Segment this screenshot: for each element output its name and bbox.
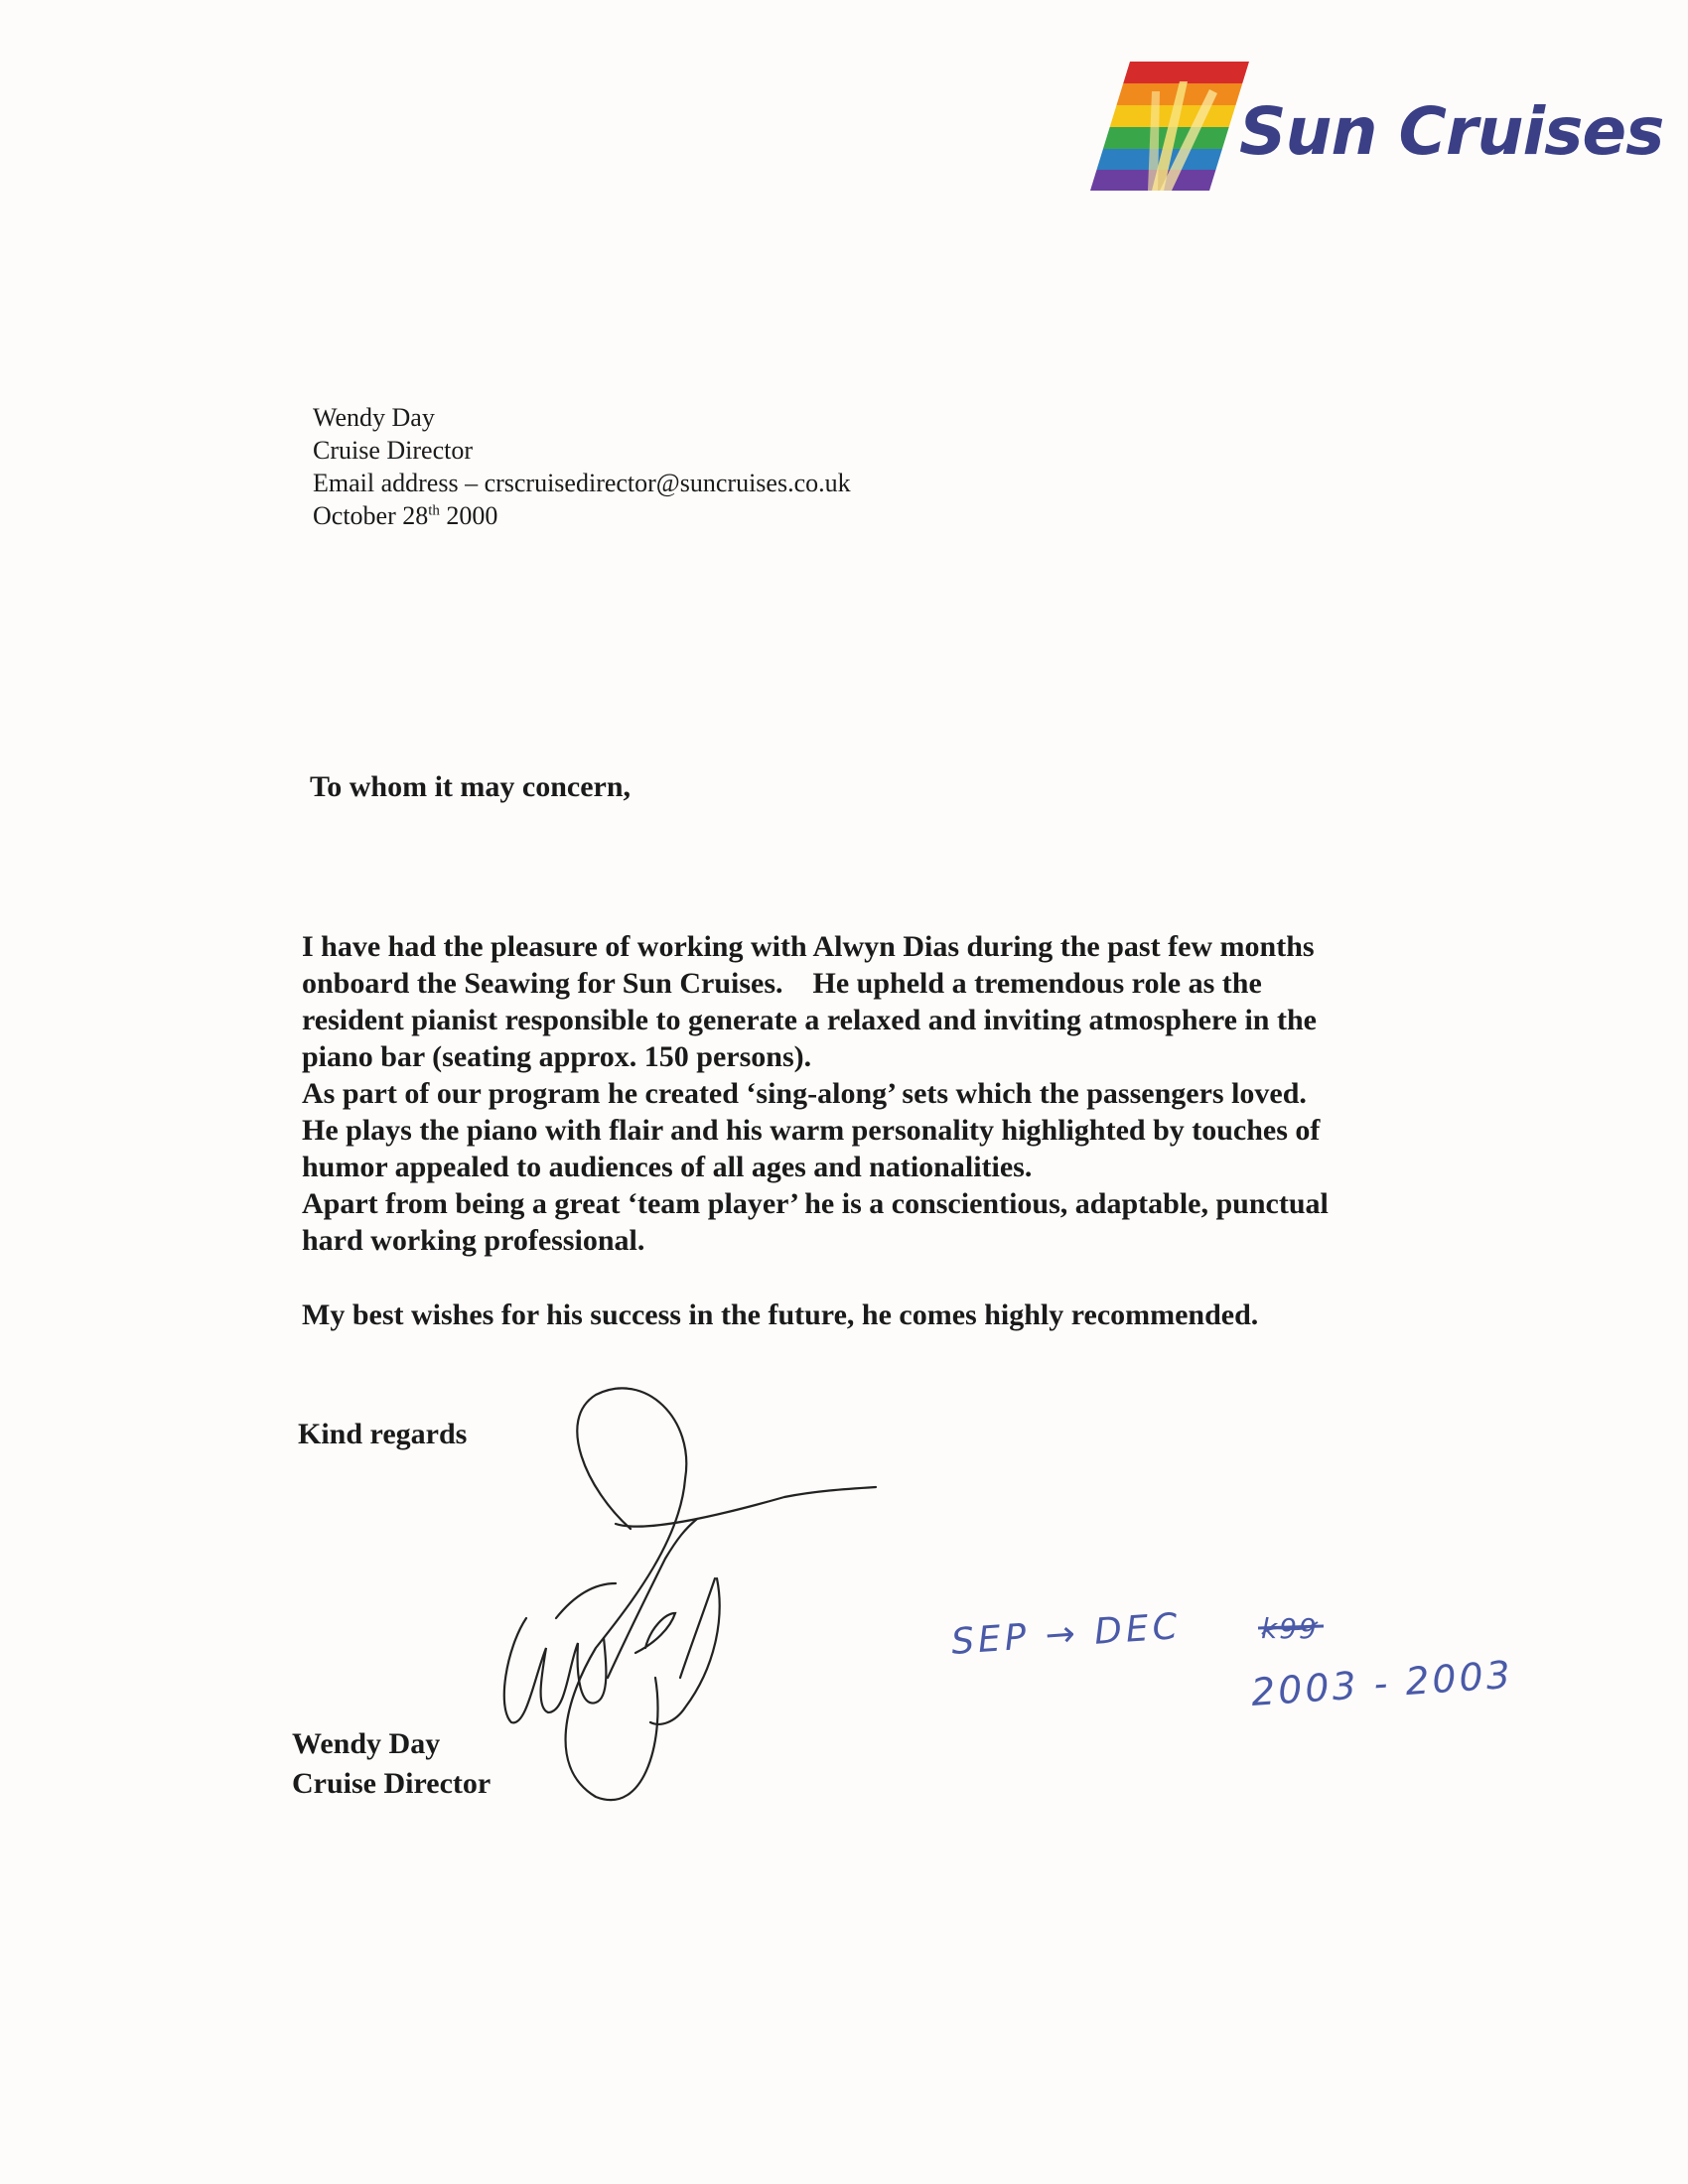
closing: Kind regards [298,1418,468,1450]
strikethrough-mark [1258,1626,1324,1628]
body-line: I have had the pleasure of working with Alwyn Dias during the past few months [302,930,1315,963]
handwritten-date-annotation [948,1598,1524,1737]
body-line: piano bar (seating approx. 150 persons). [302,1040,812,1073]
sender-email: Email address – crscruisedirector@suncruises.co.uk [313,469,851,497]
best-wishes-line: My best wishes for his success in the future, he comes highly recommended. [302,1298,1259,1331]
signoff-title: Cruise Director [292,1767,492,1800]
date-year: 2000 [439,501,498,530]
sun-logo-icon [1090,62,1249,191]
body-line: Apart from being a great ‘team player’ he is a conscientious, adaptable, punctual [302,1187,1329,1220]
paragraph-gap [302,1259,1474,1297]
body-line: He plays the piano with flair and his warm personality highlighted by touches of [302,1114,1321,1147]
body-line: humor appealed to audiences of all ages and nationalities. [302,1151,1033,1183]
date-ordinal: th [428,502,440,519]
letter-body [302,928,1474,1333]
annotation-years: 2003 - 2003 [1249,1652,1515,1714]
annotation-struck-text: k99 [1261,1612,1319,1645]
letter-date [313,499,851,532]
sender-name: Wendy Day [313,403,435,432]
logo-wordmark: Sun Cruises [1239,93,1664,170]
body-line: hard working professional. [302,1224,645,1257]
body-line: As part of our program he created ‘sing-along’ sets which the passengers loved. [302,1077,1307,1110]
sun-cruises-logo [1090,62,1666,191]
handwritten-signature [487,1380,894,1817]
annotation-months: SEP → DEC [949,1605,1184,1663]
signoff-block [292,1724,491,1804]
signoff-name: Wendy Day [292,1727,441,1760]
date-month-day: October 28 [313,501,429,530]
sender-title: Cruise Director [313,436,474,465]
salutation: To whom it may concern, [310,770,632,803]
body-line: onboard the Seawing for Sun Cruises. He upheld a tremendous role as the [302,967,1262,1000]
sender-block [313,401,851,532]
body-line: resident pianist responsible to generate a relaxed and inviting atmosphere in the [302,1004,1317,1036]
